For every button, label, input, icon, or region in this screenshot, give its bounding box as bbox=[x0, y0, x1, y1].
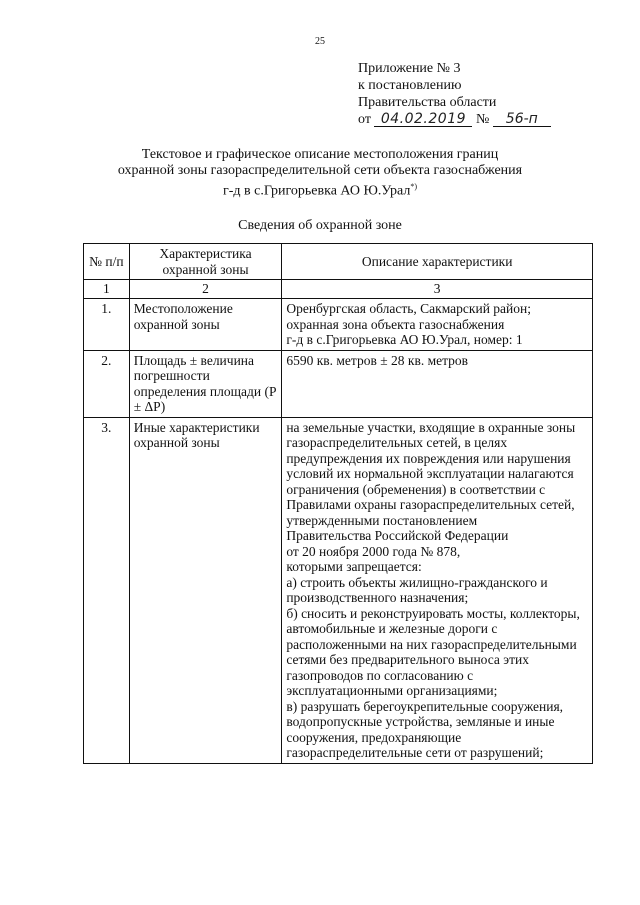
description-paragraph: Правительства Российской Федерации bbox=[286, 528, 509, 543]
column-number: 3 bbox=[282, 280, 593, 299]
description-paragraph: на земельные участки, входящие в охранные зоны газораспределительных сетей, в целях предупреждения их повреждения или нарушения условий их нормальной эксплуатации налагаются ограничения (обременения) в соответствии с Правилами охраны газораспределительных сетей, утвержденными постановлением bbox=[286, 419, 576, 528]
row-description bbox=[282, 417, 593, 763]
table-header-row bbox=[84, 244, 593, 280]
description-paragraph: б) сносить и реконструировать мосты, коллекторы, автомобильные и железные дороги с расположенными на них газораспределительными сетями без предварительного выноса этих газопроводов по согласованию с эксплуатационными организациями; bbox=[286, 605, 580, 698]
handwritten-number: 56-п bbox=[493, 113, 551, 127]
table-row bbox=[84, 417, 593, 763]
appendix-ref-line: к постановлению bbox=[358, 78, 462, 93]
header-number: № п/п bbox=[84, 244, 130, 280]
title-line-3-text: г-д в с.Григорьевка АО Ю.Урал bbox=[222, 183, 411, 199]
column-number-row bbox=[84, 280, 593, 299]
description-paragraph: от 20 ноября 2000 года № 878, bbox=[286, 543, 461, 559]
appendix-title: Приложение № 3 bbox=[358, 61, 461, 76]
description-paragraph: в) разрушать берегоукрепительные сооружения, водопропускные устройства, земляные и иные сооружения, предохраняющие газораспределительные сети от разрушений; bbox=[286, 698, 564, 760]
appendix-date-line bbox=[358, 111, 551, 128]
row-description bbox=[282, 350, 593, 417]
number-sign: № bbox=[475, 112, 490, 127]
description-line: Оренбургская область, Сакмарский район; bbox=[286, 301, 531, 316]
header-characteristic: Характеристика охранной зоны bbox=[129, 244, 282, 280]
row-description bbox=[282, 299, 593, 351]
row-number: 3. bbox=[84, 417, 130, 763]
row-characteristic: Иные характеристики охранной зоны bbox=[129, 417, 282, 763]
appendix-header bbox=[358, 60, 551, 128]
description-paragraph: которыми запрещается: bbox=[286, 559, 422, 574]
title-line-3 bbox=[60, 179, 580, 200]
description-paragraph: а) строить объекты жилищно-гражданского и производственного назначения; bbox=[286, 574, 548, 605]
title-line-1: Текстовое и графическое описание местоположения границ bbox=[141, 147, 499, 162]
description-line: 6590 кв. метров ± 28 кв. метров bbox=[286, 352, 469, 368]
page-number: 25 bbox=[315, 36, 325, 47]
document-title bbox=[60, 147, 580, 200]
section-subtitle: Сведения об охранной зоне bbox=[238, 218, 402, 233]
header-description: Описание характеристики bbox=[282, 244, 593, 280]
row-number: 2. bbox=[84, 350, 130, 417]
table-row bbox=[84, 299, 593, 351]
row-characteristic: Местоположение охранной зоны bbox=[129, 299, 282, 351]
title-line-2: охранной зоны газораспределительной сети объекта газоснабжения bbox=[117, 163, 523, 178]
column-number: 2 bbox=[129, 280, 282, 299]
handwritten-date: 04.02.2019 bbox=[374, 113, 472, 127]
description-line: охранная зона объекта газоснабжения bbox=[286, 316, 505, 332]
table-row bbox=[84, 350, 593, 417]
date-prefix: от bbox=[358, 112, 371, 127]
row-characteristic: Площадь ± величина погрешности определения площади (P ± ΔP) bbox=[129, 350, 282, 417]
row-number: 1. bbox=[84, 299, 130, 351]
zone-info-table bbox=[83, 243, 593, 764]
footnote-mark: *) bbox=[410, 182, 418, 191]
column-number: 1 bbox=[84, 280, 130, 299]
description-line: г-д в с.Григорьевка АО Ю.Урал, номер: 1 bbox=[286, 332, 523, 347]
appendix-authority: Правительства области bbox=[358, 95, 497, 110]
